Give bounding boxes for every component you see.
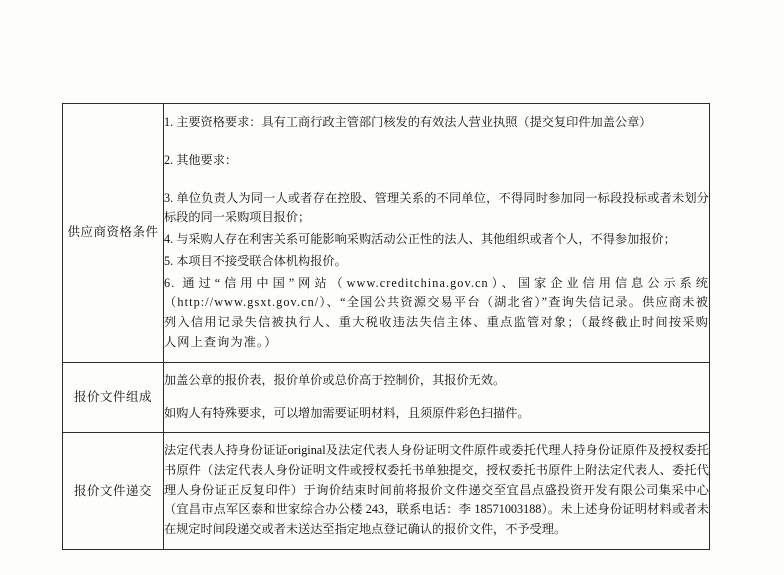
qualification-item-6: 6. 通过“信用中国”网站（www.creditchina.gov.cn）、国家企业信用信息公示系统（http://www.gsxt.gov.cn/）、“全国公共资源交易平台（湖北省）”查询失信记录。供应商未被列入信用记录失信被执行人、重大税收违法失信主体、重点监管对象；（最终截止时间按采购人网上查询为准。）	[164, 275, 709, 349]
requirements-table	[62, 103, 710, 550]
row-label-supplier-qualification: 供应商资格条件	[63, 104, 164, 363]
qualification-item-1: 1. 主要资格要求：具有工商行政主管部门核发的有效法人营业执照（提交复印件加盖公章）	[164, 115, 652, 129]
composition-item-2: 如购人有特殊要求，可以增加需要证明材料，且须原件彩色扫描件。	[164, 406, 530, 421]
qualification-item-5: 5. 本项目不接受联合体机构报价。	[164, 253, 347, 268]
composition-item-1: 加盖公章的报价表，报价单价或总价高于控制价，其报价无效。	[164, 372, 506, 387]
row-content-quote-delivery	[164, 433, 710, 550]
table-row	[63, 104, 710, 363]
table-row	[63, 362, 710, 433]
row-content-quote-composition	[164, 362, 710, 433]
qualification-item-2: 2. 其他要求：	[164, 152, 238, 167]
table-row	[63, 433, 710, 550]
row-content-supplier-qualification	[164, 104, 710, 363]
delivery-item-1: 法定代表人持身份证证original及法定代表人身份证明文件原件或委托代理人持身份证原件及授权委托书原件（法定代表人身份证明文件或授权委托书单独提交，授权委托书原件上附法定代表人、委托代理人身份证正反复印件）于询价结束时间前将报价文件递交至宜昌点盛投资开发有限公司集采中心（宜昌市点军区泰和世家综合办公楼 243，联系电话：李 18571003188）。未上述身份证明材料或者未在规定时间段递交或者未送达至指定地点登记确认的报价文件，不予受理。	[164, 443, 709, 537]
qualification-item-4: 4. 与采购人存在利害关系可能影响采购活动公正性的法人、其他组织或者个人，不得参加报价；	[164, 232, 676, 247]
qualification-item-3: 3. 单位负责人为同一人或者存在控股、管理关系的不同单位，不得同时参加同一标段投标或者未划分标段的同一采购项目报价；	[164, 190, 709, 225]
row-label-quote-composition: 报价文件组成	[63, 362, 164, 433]
row-label-quote-delivery: 报价文件递交	[63, 433, 164, 550]
